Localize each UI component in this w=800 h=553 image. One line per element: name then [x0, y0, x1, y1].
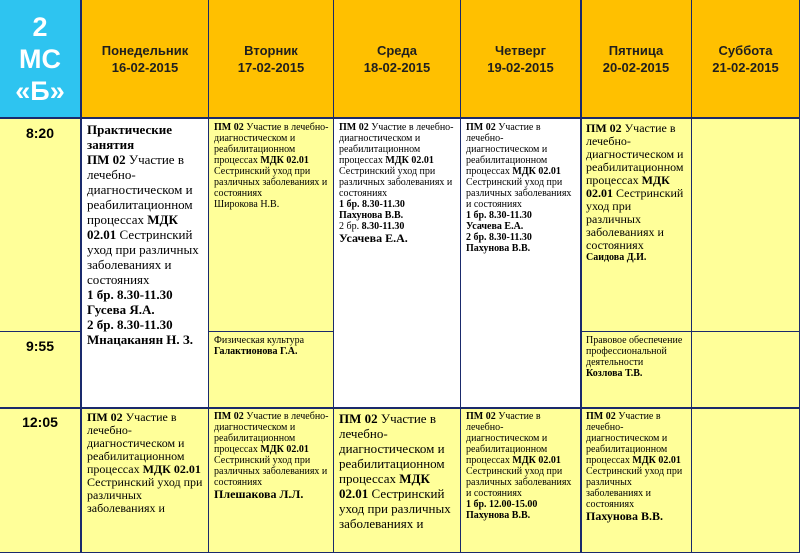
group-label: [0, 0, 82, 119]
mdk-code: МДК 02.01: [586, 173, 670, 200]
cell-tuesday-1: [209, 119, 334, 332]
mdk-code: МДК 02.01: [339, 471, 430, 501]
module-title: Участие в лечебно-диагностическом и реабилитационном процессах: [87, 152, 193, 227]
mdk-title: Сестринский уход при различных заболеваниях и состояниях: [586, 186, 684, 252]
teacher-name: Гусева Я.А.: [87, 302, 155, 317]
day-header-monday: [82, 0, 209, 119]
time-slot-1: [0, 119, 82, 332]
module-code: ПМ 02: [87, 152, 126, 167]
mdk-title: Сестринский уход при различных заболеваниях и состояниях: [214, 166, 328, 199]
module-code: ПМ 02: [586, 411, 616, 422]
teacher-name: Пахунова В.В.: [466, 243, 531, 254]
mdk-title: Сестринский уход при различных заболеваниях и состояниях: [214, 455, 328, 488]
brigade-time: 1 бр. 8.30-11.30: [466, 210, 532, 221]
cell-monday-1: [82, 119, 209, 408]
lesson-type: Практические: [87, 122, 172, 137]
module-code: ПМ 02: [339, 411, 378, 426]
time-label: 9:55: [25, 338, 55, 354]
cell-friday-3: [581, 408, 692, 553]
teacher-name: Широкова Н.В.: [214, 199, 280, 210]
cell-friday-2: [581, 332, 692, 408]
cell-wednesday-3: [334, 408, 461, 553]
module-title: Участие в лечебно-диагностическом и реабилитационном процессах: [214, 411, 329, 455]
module-title: Участие в лечебно-диагностическом и реабилитационном процессах: [466, 411, 548, 466]
module-title: Участие в лечебно-диагностическом и реабилитационном процессах: [586, 121, 684, 187]
teacher-name: Пахунова В.В.: [586, 509, 663, 523]
module-title: Участие в лечебно-диагностическом и реабилитационном процессах: [466, 122, 548, 177]
teacher-name: Козлова Т.В.: [586, 368, 643, 379]
mdk-code: МДК 02.01: [260, 155, 309, 166]
day-header-thursday: [461, 0, 581, 119]
brigade-time: 1 бр. 8.30-11.30: [87, 287, 173, 302]
day-date: 18-02-2015: [363, 59, 431, 75]
mdk-code: МДК 02.01: [87, 212, 178, 242]
mdk-code: МДК 02.01: [512, 455, 561, 466]
day-header-saturday: [692, 0, 800, 119]
module-code: ПМ 02: [214, 411, 244, 422]
day-date: 20-02-2015: [602, 59, 670, 75]
cell-thursday-1: [461, 119, 581, 408]
brigade-time: 2 бр. 8.30-11.30: [466, 232, 532, 243]
cell-wednesday-1: [334, 119, 461, 408]
mdk-title: Сестринский уход при различных заболеваниях и состояниях: [339, 166, 453, 199]
time-slot-3: [0, 408, 82, 553]
teacher-name: Пахунова В.В.: [466, 510, 531, 521]
cell-saturday-1: [692, 119, 800, 332]
time-label: 12:05: [22, 414, 58, 430]
row-separator: [0, 407, 800, 409]
teacher-name: Галактионова Г.А.: [214, 346, 298, 357]
brigade-time: 8.30-11.30: [361, 221, 405, 232]
time-label: 8:20: [25, 125, 55, 141]
module-code: ПМ 02: [466, 411, 496, 422]
subject-name: Правовое обеспечение профессиональной деятельности: [586, 335, 683, 368]
group-letter: «Б»: [15, 75, 65, 106]
cell-tuesday-3: [209, 408, 334, 553]
day-header-wednesday: [334, 0, 461, 119]
module-title: Участие в лечебно-диагностическом и реабилитационном процессах: [214, 122, 329, 166]
day-header-tuesday: [209, 0, 334, 119]
module-code: ПМ 02: [339, 122, 369, 133]
group-number: 2: [32, 11, 48, 42]
subject-name: Физическая культура: [214, 335, 305, 346]
module-code: ПМ 02: [586, 121, 622, 135]
mdk-title: Сестринский уход при различных заболеваниях и состояниях: [466, 177, 572, 210]
day-name: Пятница: [608, 42, 664, 58]
brigade-time: 2 бр. 8.30-11.30: [87, 317, 173, 332]
mdk-title: Сестринский уход при различных заболеваниях и состояниях: [586, 466, 683, 510]
brigade-time: 1 бр. 8.30-11.30: [339, 199, 405, 210]
module-title: Участие в лечебно-диагностическом и реабилитационном процессах: [339, 411, 445, 486]
cell-saturday-2: [692, 332, 800, 408]
day-name: Среда: [376, 42, 418, 58]
group-code: МС: [18, 43, 61, 74]
day-header-friday: [581, 0, 692, 119]
module-code: ПМ 02: [87, 410, 123, 424]
mdk-code: МДК 02.01: [260, 444, 309, 455]
mdk-code: МДК 02.01: [142, 462, 201, 476]
cell-monday-3: [82, 408, 209, 553]
brigade-label: 2 бр.: [339, 221, 362, 232]
mdk-title: Сестринский уход при различных заболеваниях и: [339, 486, 451, 531]
module-title: Участие в лечебно-диагностическом и реабилитационном процессах: [87, 410, 185, 476]
lesson-type-2: занятия: [87, 137, 135, 152]
teacher-name: Мнацаканян Н. З.: [87, 332, 194, 347]
cell-saturday-3: [692, 408, 800, 553]
mdk-code: МДК 02.01: [385, 155, 434, 166]
teacher-name: Пахунова В.В.: [339, 210, 404, 221]
day-date: 17-02-2015: [237, 59, 305, 75]
module-title: Участие в лечебно-диагностическом и реабилитационном процессах: [339, 122, 454, 166]
cell-thursday-3: [461, 408, 581, 553]
teacher-name: Плешакова Л.Л.: [214, 487, 304, 501]
teacher-name: Усачева Е.А.: [339, 231, 408, 245]
mdk-title: Сестринский уход при различных заболеваниях и состояниях: [466, 466, 572, 499]
module-code: ПМ 02: [466, 122, 496, 133]
day-name: Вторник: [244, 42, 298, 58]
mdk-code: МДК 02.01: [632, 455, 681, 466]
day-date: 16-02-2015: [111, 59, 179, 75]
mdk-title: Сестринский уход при различных заболеваниях и состояниях: [87, 227, 199, 287]
module-code: ПМ 02: [214, 122, 244, 133]
brigade-time: 1 бр. 12.00-15.00: [466, 499, 538, 510]
teacher-name: Усачева Е.А.: [466, 221, 524, 232]
mdk-title: Сестринский уход при различных заболеваниях и: [87, 475, 203, 515]
teacher-name: Саидова Д.И.: [586, 252, 647, 263]
day-name: Суббота: [718, 42, 773, 58]
column-separator: [580, 0, 582, 553]
time-slot-2: [0, 332, 82, 408]
day-date: 21-02-2015: [712, 59, 779, 75]
cell-tuesday-2: [209, 332, 334, 408]
day-name: Четверг: [495, 42, 546, 58]
day-date: 19-02-2015: [487, 59, 554, 75]
mdk-code: МДК 02.01: [512, 166, 561, 177]
day-name: Понедельник: [101, 42, 189, 58]
module-title: Участие в лечебно-диагностическом и реабилитационном процессах: [586, 411, 668, 466]
cell-friday-1: [581, 119, 692, 332]
